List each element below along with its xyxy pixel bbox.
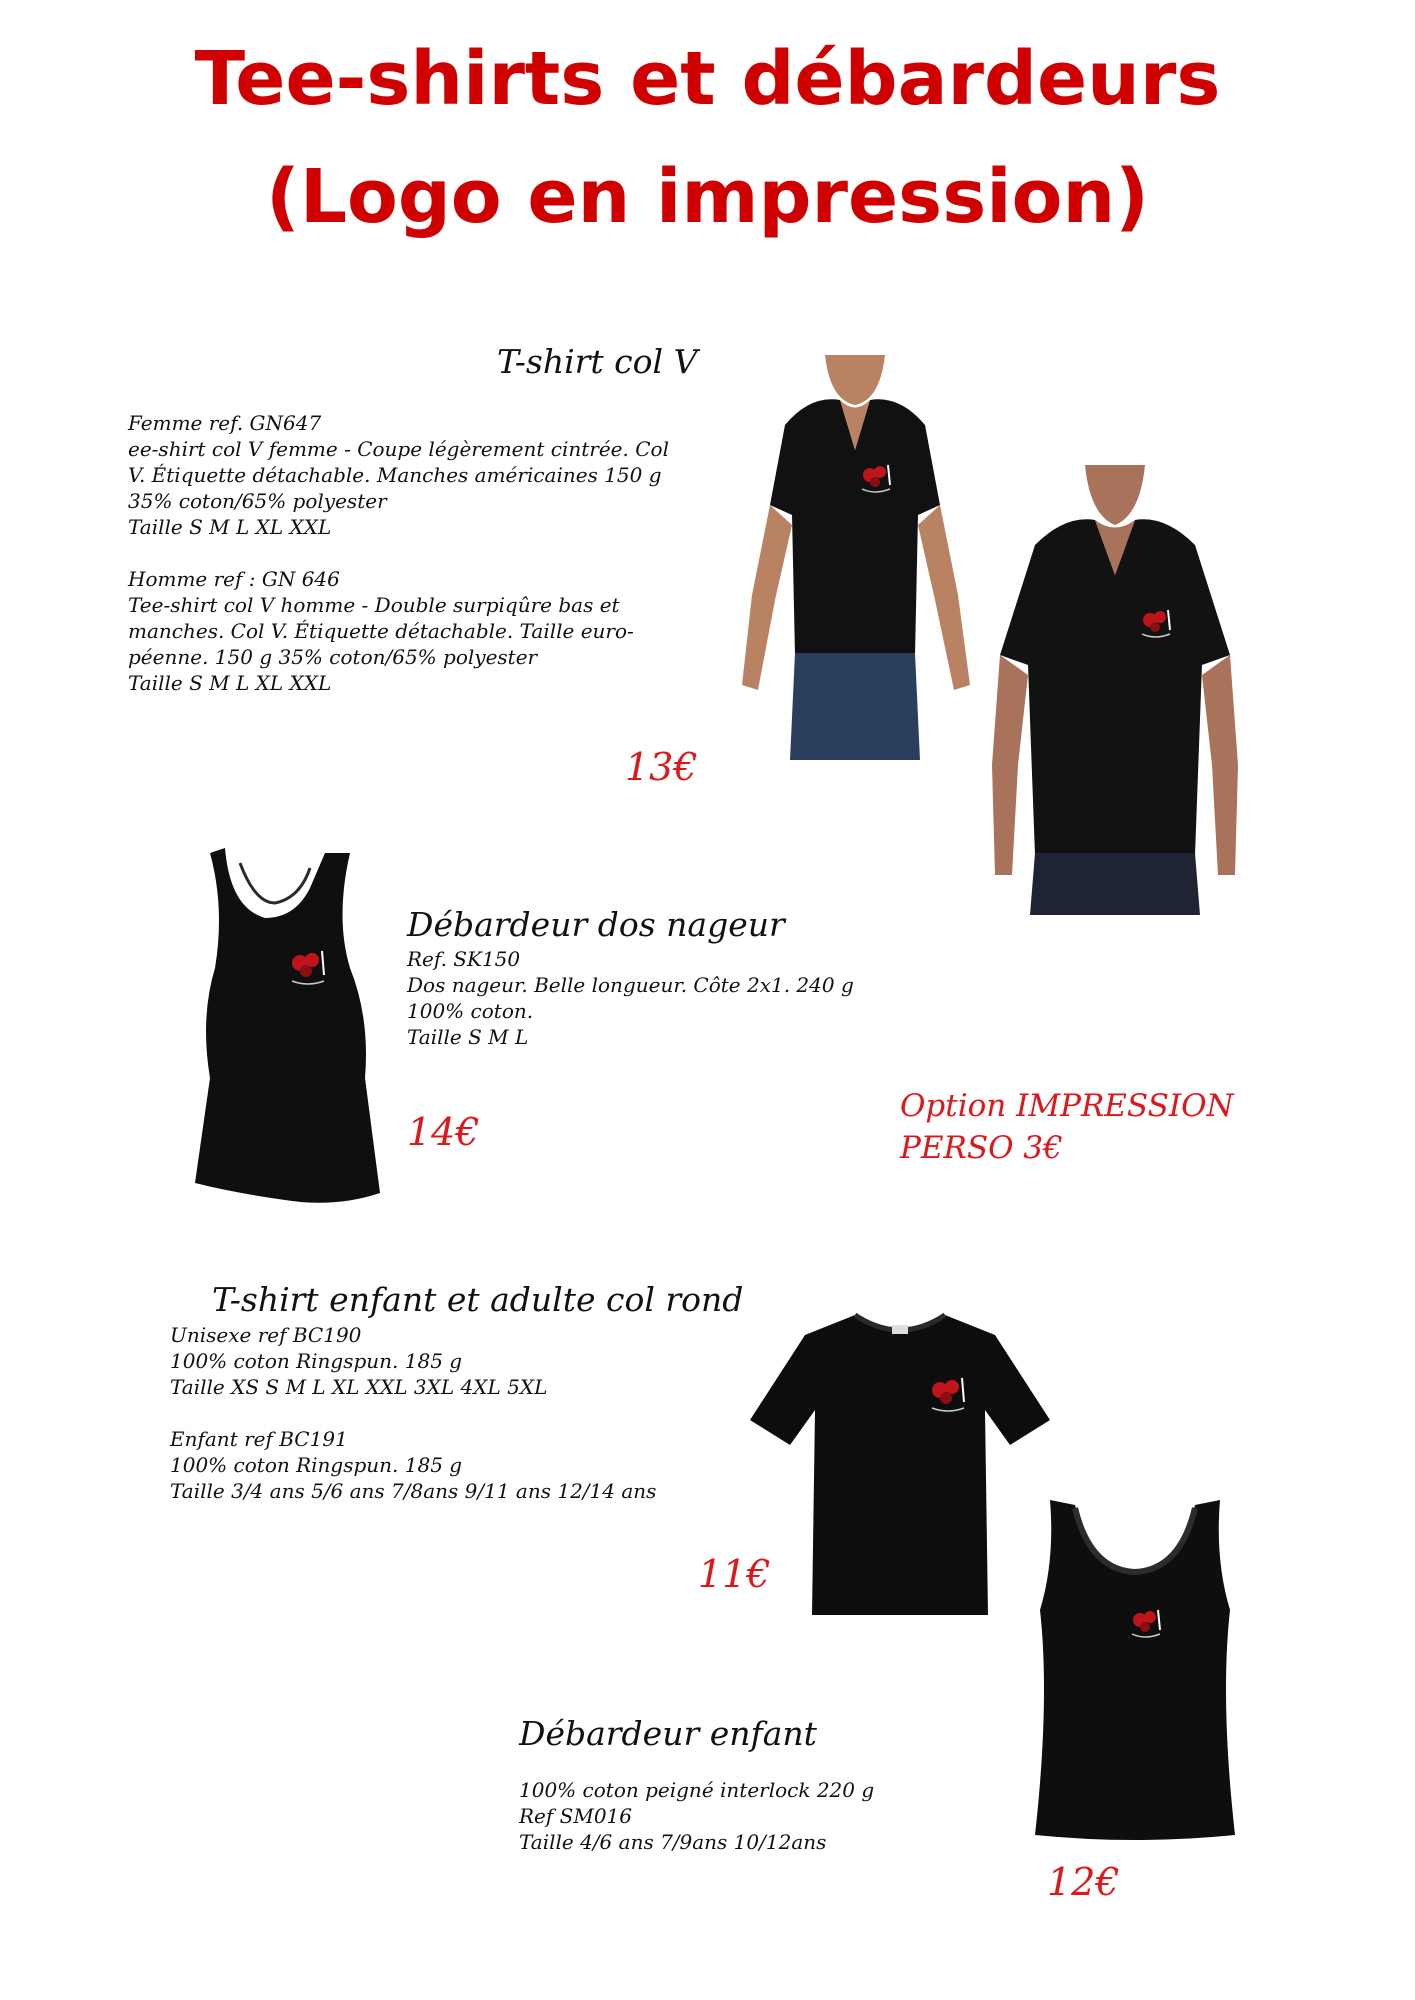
- round-price: 11€: [698, 1552, 771, 1596]
- vneck-femme-line: V. Étiquette détachable. Manches américaines 150 g: [128, 463, 662, 487]
- round-heading: T-shirt enfant et adulte col rond: [212, 1280, 744, 1319]
- round-unisexe-line: Taille XS S M L XL XXL 3XL 4XL 5XL: [170, 1375, 548, 1399]
- kid-tank-photo: [1030, 1500, 1240, 1845]
- option-line1: Option IMPRESSION: [900, 1088, 1234, 1124]
- swimmer-tank-photo: [185, 848, 390, 1208]
- page-title-line2: (Logo en impression): [266, 154, 1149, 240]
- vneck-homme-line: Taille S M L XL XXL: [128, 671, 332, 695]
- vneck-femme-line: 35% coton/65% polyester: [128, 489, 387, 513]
- round-enfant-line: Enfant ref BC191: [170, 1427, 348, 1451]
- swimmer-description: [407, 946, 854, 1050]
- vneck-heading: T-shirt col V: [497, 342, 698, 381]
- swimmer-line: Taille S M L: [407, 1025, 529, 1049]
- kidtank-line: 100% coton peigné interlock 220 g: [519, 1778, 875, 1802]
- swimmer-heading: Débardeur dos nageur: [407, 905, 785, 944]
- round-unisexe-line: 100% coton Ringspun. 185 g: [170, 1349, 463, 1373]
- vneck-homme-line: Homme ref : GN 646: [128, 567, 340, 591]
- kidtank-line: Taille 4/6 ans 7/9ans 10/12ans: [519, 1830, 827, 1854]
- vneck-homme-line: manches. Col V. Étiquette détachable. Taille euro-: [128, 619, 634, 643]
- woman-vneck-photo: [730, 355, 1000, 760]
- swimmer-price: 14€: [407, 1110, 480, 1154]
- swimmer-line: Dos nageur. Belle longueur. Côte 2x1. 240 g: [407, 973, 854, 997]
- vneck-description: [128, 410, 669, 696]
- option-line2: PERSO 3€: [900, 1130, 1063, 1166]
- swimmer-line: Ref. SK150: [407, 947, 521, 971]
- kidtank-heading: Débardeur enfant: [519, 1714, 817, 1753]
- vneck-price: 13€: [625, 745, 698, 789]
- kidtank-line: Ref SM016: [519, 1804, 633, 1828]
- vneck-homme-line: péenne. 150 g 35% coton/65% polyester: [128, 645, 538, 669]
- swimmer-line: 100% coton.: [407, 999, 534, 1023]
- page-title-line1: Tee-shirts et débardeurs: [194, 36, 1221, 122]
- vneck-homme-line: Tee-shirt col V homme - Double surpiqûre bas et: [128, 593, 620, 617]
- round-tshirt-photo: [750, 1310, 1050, 1620]
- vneck-femme-line: Taille S M L XL XXL: [128, 515, 332, 539]
- vneck-femme-line: Femme ref. GN647: [128, 411, 322, 435]
- round-enfant-line: 100% coton Ringspun. 185 g: [170, 1453, 463, 1477]
- man-vneck-photo: [990, 465, 1240, 915]
- option-impression: [900, 1085, 1234, 1169]
- kidtank-description: [519, 1777, 874, 1855]
- round-unisexe-line: Unisexe ref BC190: [170, 1323, 362, 1347]
- vneck-femme-line: ee-shirt col V femme - Coupe légèrement cintrée. Col: [128, 437, 669, 461]
- kidtank-price: 12€: [1047, 1860, 1120, 1904]
- round-description: [170, 1322, 656, 1504]
- round-enfant-line: Taille 3/4 ans 5/6 ans 7/8ans 9/11 ans 12/14 ans: [170, 1479, 657, 1503]
